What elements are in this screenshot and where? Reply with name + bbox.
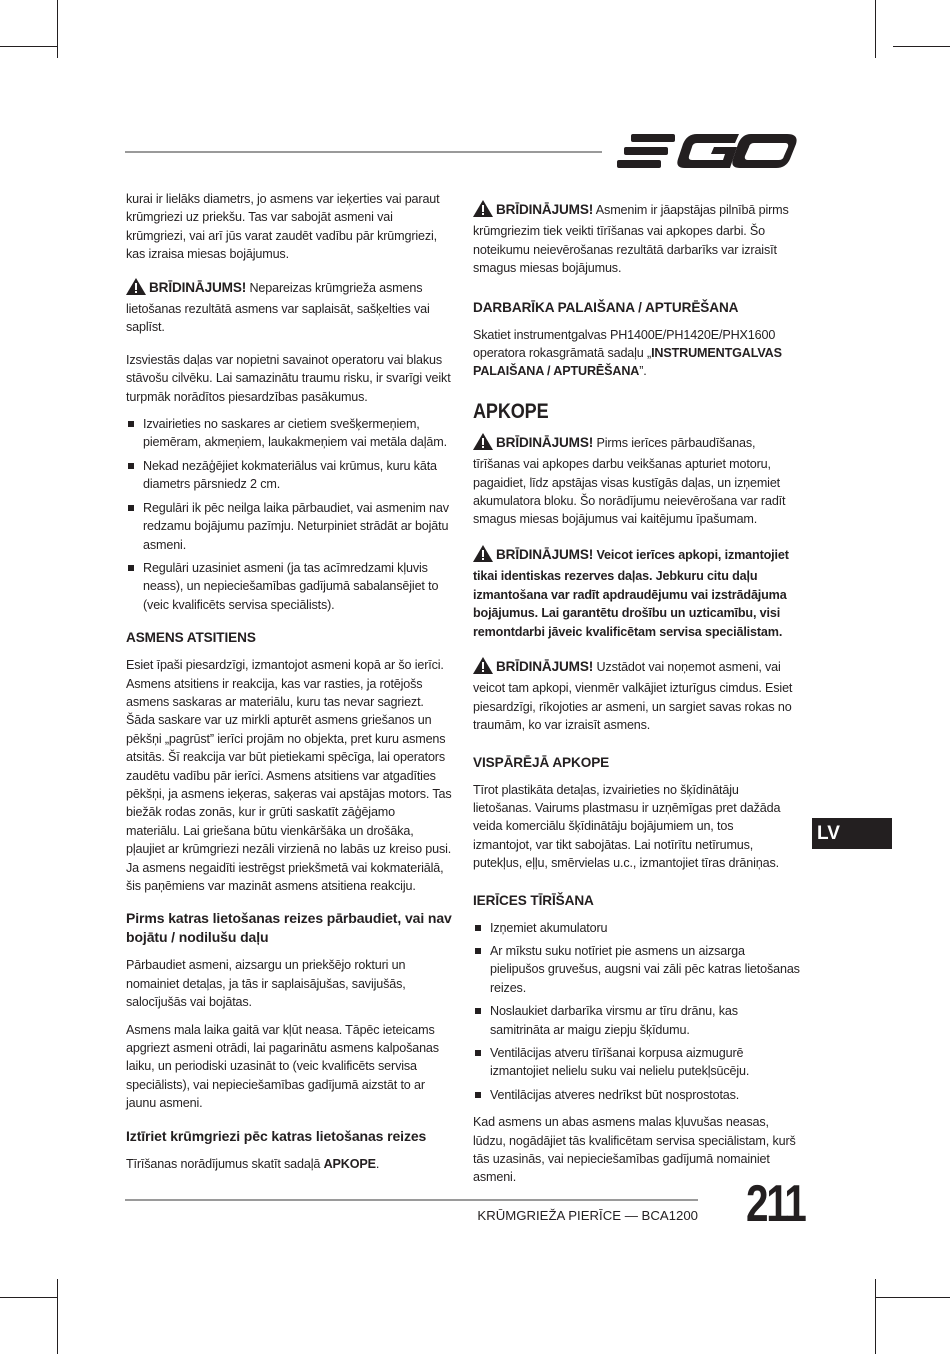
crop-mark — [0, 46, 57, 47]
subsection-heading: Iztīriet krūmgriezi pēc katras lietošanas reizes — [126, 1127, 427, 1144]
list-item: Ventilācijas atveres nedrīkst būt nosprostotas. — [473, 1086, 801, 1104]
paragraph: Skatiet instrumentgalvas PH1400E/PH1420E/PHX1600 operatora rokasgrāmatā sadaļu „INSTRUMENTGALVAS PALAIŠANA / APTURĒŠANA”. — [473, 327, 782, 379]
ego-logo — [617, 131, 799, 171]
crop-mark — [875, 0, 876, 58]
warning-text: Veicot ierīces apkopi, izmantojiet tikai identiskas rezerves daļas. Jebkuru citu daļu izmantošana var radīt apdraudējumu vai izstrādājuma bojājumus. Lai garantētu drošību un uzticamību, visi remontdarbi jāveic kvalificētam servisa speciālistam. — [473, 547, 789, 639]
warning-text: Pirms ierīces pārbaudīšanas, tīrīšanas vai apkopes darbu veikšanas apturiet motoru, pagaidiet, līdz apstājas visas kustīgās daļas, un izņemiet akumulatora bloku. Šo norādījumu neievērošana var radīt smagus miesas bojājumus vai kaitējumu īpašumam. — [473, 435, 786, 527]
chapter-heading: APKOPE — [473, 399, 549, 423]
bullet-list — [126, 415, 452, 614]
paragraph: Tīrīšanas norādījumus skatīt sadaļā APKOPE. — [126, 1156, 380, 1171]
paragraph: kurai ir lielāks diametrs, jo asmens var ieķerties vai paraut krūmgriezi uz priekšu. Tas var sabojāt asmeni vai krūmgriezi, vai arī jūs varat zaudēt vadību pār krūmgriezi, kas izraisa miesas bojājumus. — [126, 192, 440, 262]
warning-label: BRĪDINĀJUMS! — [496, 202, 594, 217]
crop-mark — [57, 0, 58, 58]
left-column — [126, 190, 452, 1182]
language-tab: LV — [812, 818, 892, 849]
crop-mark — [893, 46, 950, 47]
list-item: Ar mīkstu suku notīriet pie asmens un aizsarga pielipušos gruvešus, augsni vai zāli pēc katras lietošanas reizes. — [473, 942, 801, 997]
header-rule — [125, 151, 602, 153]
warning-triangle-icon — [473, 200, 493, 222]
warning-triangle-icon — [473, 545, 493, 567]
crop-mark — [0, 1297, 57, 1298]
warning-block — [473, 200, 801, 278]
bullet-list — [473, 919, 801, 1105]
right-column — [473, 200, 801, 1196]
section-heading: IERĪCES TĪRĪŠANA — [473, 892, 594, 908]
warning-block — [473, 433, 801, 529]
warning-label: BRĪDINĀJUMS! — [496, 546, 594, 562]
crop-mark — [875, 1279, 876, 1354]
paragraph: Pārbaudiet asmeni, aizsargu un priekšējo rokturi un nomainiet detaļas, ja tās ir saplaisājušas, savijušās, salocījušās vai bojātas. — [126, 958, 406, 1010]
section-heading: DARBARĪKA PALAIŠANA / APTURĒŠANA — [473, 299, 739, 315]
warning-label: BRĪDINĀJUMS! — [496, 434, 594, 450]
warning-block — [473, 657, 801, 735]
section-heading: ASMENS ATSITIENS — [126, 630, 256, 646]
warning-text: Nepareizas krūmgrieža asmens lietošanas rezultātā asmens var saplaisāt, sašķelties vai saplīst. — [126, 280, 430, 335]
footer-rule — [125, 1199, 698, 1201]
crop-mark — [57, 1279, 58, 1354]
cross-reference: INSTRUMENTGALVAS PALAIŠANA / APTURĒŠANA — [473, 346, 782, 379]
section-heading: VISPĀRĒJĀ APKOPE — [473, 754, 610, 770]
warning-label: BRĪDINĀJUMS! — [149, 279, 247, 295]
paragraph: Kad asmens un abas asmens malas kļuvušas neasas, lūdzu, nogādājiet tās kvalificētam servisa speciālistam, kurš tās uzasinās, vai nepieciešamības gadījumā nomainiet asmeni. — [473, 1115, 796, 1185]
page-number: 211 — [746, 1175, 805, 1233]
warning-block — [126, 278, 452, 337]
warning-text: Asmenim ir jāapstājas pilnībā pirms krūmgriezim tiek veikti tīrīšanas vai apkopes darbi. Šo noteikumu neievērošanas rezultātā darbarīks var izraisīt smagus miesas bojājumus. — [473, 203, 789, 276]
list-item: Izņemiet akumulatoru — [473, 919, 801, 937]
warning-triangle-icon — [473, 433, 493, 455]
list-item: Izvairieties no saskares ar cietiem svešķermeņiem, piemēram, akmeņiem, laukakmeņiem vai metāla daļām. — [126, 415, 452, 452]
warning-label: BRĪDINĀJUMS! — [496, 658, 594, 674]
paragraph: Esiet īpaši piesardzīgi, izmantojot asmeni kopā ar šo ierīci. Asmens atsitiens ir reakcija, kas var rasties, ja rotējošs asmens saskaras ar materiālu, kuru tas nevar sagriezt. Šāda saskare var uz mirkli apturēt asmens griešanos un pēkšņi „pagrūst” ierīci projām no objekta, pret kuru asmens atsitās. Šī reakcija var būt pietiekami spēcīga, lai operators zaudētu vadību pār ierīci. Asmens atsitiens var atgadīties pēkšņi, ja asmens ieķeras, saķeras vai apstājas motors. Tas biežāk rodas zonās, kur ir grūti saskatīt zāģējamo materiālu. Lai griešana būtu vienkāršāka un drošāka, pļaujiet ar krūmgriezi nezāli virzienā no labās uz kreiso pusi. Ja asmens negaidīti iestrēgst priekšmetā vai kokmateriālā, šis paņēmiens var mazināt asmens atsitiena reakciju. — [126, 658, 452, 893]
paragraph: Asmens mala laika gaitā var kļūt neasa. Tāpēc ieteicams apgriezt asmeni otrādi, lai pagarinātu asmens kalpošanas laiku, un periodiski uzasināt to (veic kvalificēts servisa speciālists), vai nepieciešamības gadījumā aizstāt to ar jaunu asmeni. — [126, 1022, 439, 1111]
list-item: Regulāri ik pēc neilga laika pārbaudiet, vai asmenim nav redzamu bojājumu pazīmju. Neturpiniet strādāt ar bojātu asmeni. — [126, 499, 452, 554]
warning-text: Uzstādot vai noņemot asmeni, vai veicot tam apkopi, vienmēr valkājiet izturīgus cimdus. Esiet piesardzīgi, rīkojoties ar asmeni, un sargiet savas rokas no traumām, ko var izraisīt asmens. — [473, 659, 793, 733]
list-item: Ventilācijas atveru tīrīšanai korpusa aizmugurē izmantojiet nelielu suku vai nelielu putekļsūcēju. — [473, 1044, 801, 1081]
list-item: Noslaukiet darbarīka virsmu ar tīru drānu, kas samitrināta ar maigu ziepju šķīdumu. — [473, 1002, 801, 1039]
list-item: Regulāri uzasiniet asmeni (ja tas acīmredzami kļuvis neass), un nepieciešamības gadījumā sabalansējiet to (veic kvalificēts servisa speciālists). — [126, 559, 452, 614]
warning-triangle-icon — [126, 278, 146, 300]
paragraph: Tīrot plastikāta detaļas, izvairieties no šķīdinātāju lietošanas. Vairums plastmasu ir uzņēmīgas pret dažāda veida komerciālu šķīdinātāju bojājumiem un, tos izmantojot, var tikt sabojātas. Lai notīrītu netīrumus, putekļus, eļļu, smērvielas u.c., izmantojiet tīras drāniņas. — [473, 782, 781, 871]
list-item: Nekad nezāģējiet kokmateriālus vai krūmus, kuru kāta diametrs pārsniedz 2 cm. — [126, 457, 452, 494]
footer-title: KRŪMGRIEŽA PIERĪCE — BCA1200 — [477, 1208, 698, 1223]
warning-block — [473, 545, 801, 641]
subsection-heading: Pirms katras lietošanas reizes pārbaudiet, vai nav bojātu / nodilušu daļu — [126, 910, 452, 946]
crop-mark — [875, 1297, 950, 1298]
warning-triangle-icon — [473, 657, 493, 679]
cross-reference: APKOPE — [323, 1156, 376, 1171]
paragraph: Izsviestās daļas var nopietni savainot operatoru vai blakus stāvošu cilvēku. Lai samazinātu traumu risku, ir svarīgi veikt turpmāk norādītos piesardzības pasākumus. — [126, 352, 451, 404]
